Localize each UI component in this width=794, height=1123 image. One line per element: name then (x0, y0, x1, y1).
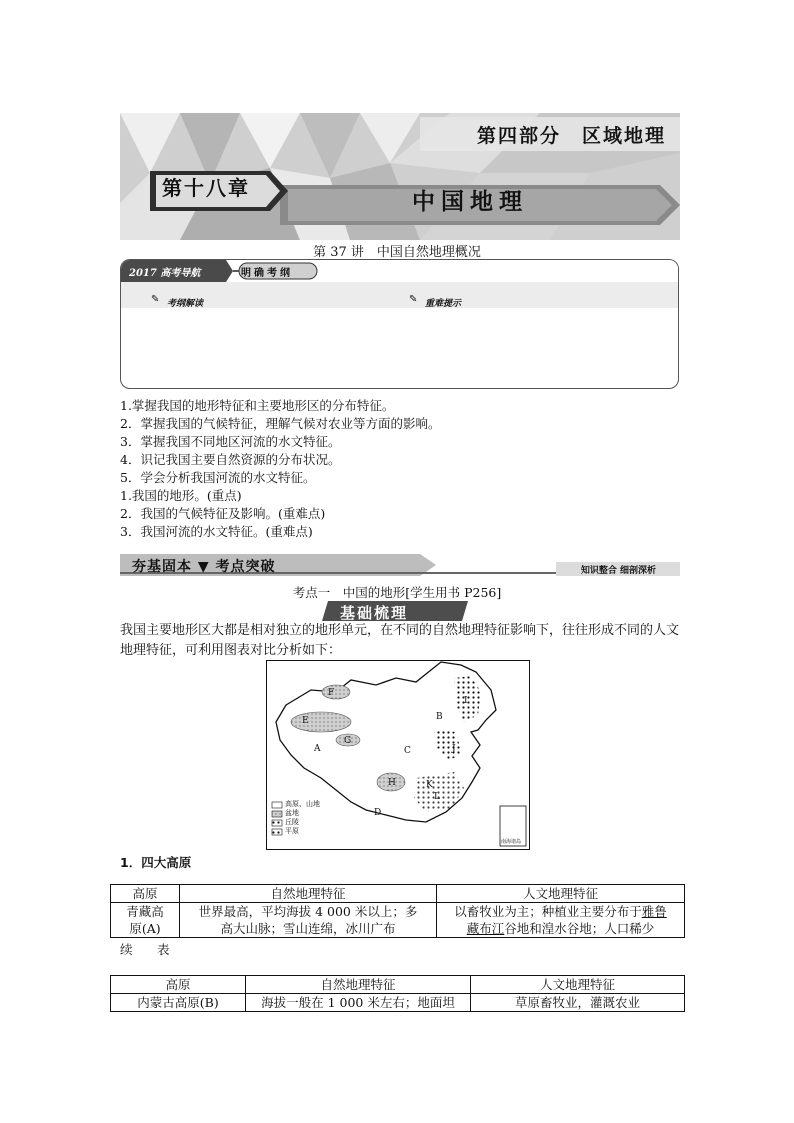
inset-label: 南海诸岛 (501, 839, 522, 845)
plateau-table-continued (110, 975, 685, 1012)
table-cell: 海拔一般在 1 000 米左右；地面坦 (246, 994, 471, 1012)
exam-right-label: 重难提示 (425, 299, 462, 309)
map-label: C (404, 746, 411, 756)
map-label: I (464, 696, 468, 706)
map-label: J (452, 744, 456, 754)
exam-pill-label: 明确考纲 (241, 268, 293, 279)
requirement-item: 5．学会分析我国河流的水文特征。 (120, 470, 316, 485)
table-header: 自然地理特征 (246, 976, 471, 994)
map-label: F (328, 688, 335, 698)
continued-table-label: 续 表 (120, 942, 176, 957)
key-point-item: 2．我国的气候特征及影响。(重难点) (120, 506, 326, 521)
part-title: 第四部分 区域地理 (476, 125, 666, 147)
china-terrain-map (266, 660, 530, 850)
table-header: 高原 (111, 976, 246, 994)
table-cell: 内蒙古高原(B) (111, 994, 246, 1012)
table-header: 高原 (111, 885, 180, 903)
section-bar (120, 552, 680, 578)
map-label: D (374, 808, 382, 818)
legend-label: 平原 (285, 827, 299, 835)
chapter-banner (120, 113, 680, 240)
intro-paragraph: 我国主要地形区大都是相对独立的地形单元，在不同的自然地理特征影响下，往往形成不同的人文地理特征，可利用图表对比分析如下： (120, 623, 680, 658)
jichu-title: 基础梳理 (340, 604, 409, 622)
legend-label: 盆地 (285, 809, 299, 817)
section1-title: 1．四大高原 (120, 855, 192, 870)
exam-left-label: 考纲解读 (167, 299, 204, 309)
chapter-title: 中国地理 (412, 189, 528, 215)
table-row (111, 994, 685, 1012)
requirement-item: 1.掌握我国的地形特征和主要地形区的分布特征。 (120, 398, 395, 413)
exam-guide-box (120, 259, 679, 389)
legend-label: 丘陵 (285, 818, 299, 826)
chapter-number: 第十八章 (162, 176, 250, 200)
map-label: A (314, 744, 321, 754)
table-header: 人文地理特征 (471, 976, 685, 994)
table-cell: 世界最高，平均海拔 4 000 米以上；多 高大山脉；雪山连绵，冰川广布 (180, 903, 437, 938)
section-subtitle: 知识整合 细剖深析 (580, 566, 656, 576)
table-header: 人文地理特征 (437, 885, 685, 903)
key-point-item: 1.我国的地形。(重点) (120, 488, 242, 503)
lecture-title: 第 37 讲 中国自然地理概况 (313, 245, 481, 260)
table-row (111, 903, 685, 938)
map-label: K (426, 780, 433, 790)
table-cell: 青藏高 原(A) (111, 903, 180, 938)
feather-icon: ✎ (409, 294, 418, 305)
exam-nav-label: 2017 高考导航 (129, 268, 201, 279)
section-title: 夯基固本 ▼ 考点突破 (132, 559, 276, 575)
feather-icon: ✎ (151, 294, 160, 305)
map-label: G (344, 736, 352, 746)
plateau-table (110, 884, 685, 938)
map-label: H (388, 778, 396, 788)
map-label: B (436, 712, 443, 722)
requirement-item: 3．掌握我国不同地区河流的水文特征。 (120, 434, 341, 449)
legend-label: 高原、山地 (285, 800, 320, 808)
map-label: L (434, 792, 440, 802)
table-cell: 草原畜牧业，灌溉农业 (471, 994, 685, 1012)
kaodian-title: 考点一 中国的地形[学生用书 P256] (292, 585, 502, 600)
table-cell: 以畜牧业为主；种植业主要分布于雅鲁 藏布江谷地和湟水谷地；人口稀少 (437, 903, 685, 938)
table-header: 自然地理特征 (180, 885, 437, 903)
exam-guide-header (121, 260, 679, 282)
map-label: E (302, 716, 309, 726)
requirement-item: 4．识记我国主要自然资源的分布状况。 (120, 452, 341, 467)
jichu-badge (322, 601, 468, 621)
key-point-item: 3．我国河流的水文特征。(重难点) (120, 524, 313, 539)
requirement-item: 2．掌握我国的气候特征，理解气候对农业等方面的影响。 (120, 416, 441, 431)
